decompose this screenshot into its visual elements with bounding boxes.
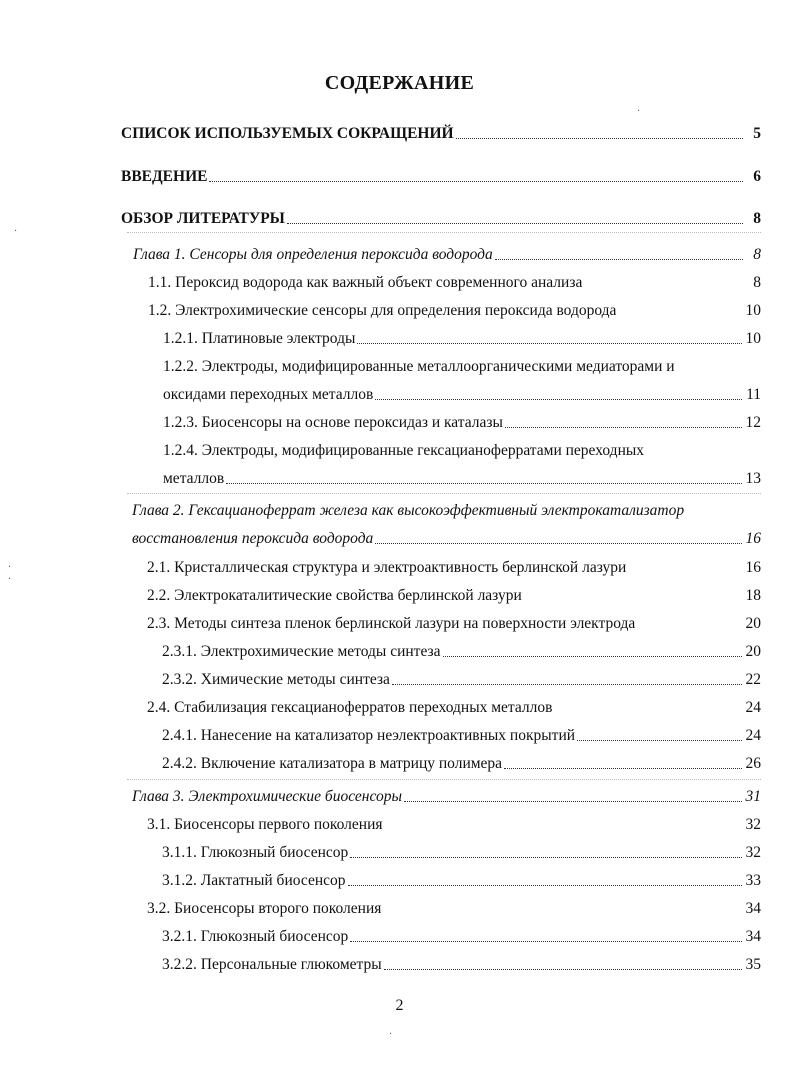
toc-entry-page: 16: [745, 559, 761, 576]
toc-entry-label: 1.2.1. Платиновые электроды: [163, 330, 356, 347]
dot-leader: [209, 181, 743, 182]
toc-entry-page: 20: [745, 615, 761, 632]
toc-entry-label: 2.2. Электрокаталитические свойства берлинской лазури: [147, 587, 522, 604]
toc-entry-label: Глава 1. Сенсоры для определения пероксида водорода: [133, 246, 493, 263]
toc-entry-chapter-3[interactable]: [132, 783, 761, 807]
toc-entry-page: 34: [745, 900, 761, 917]
toc-entry-page: 31: [745, 788, 761, 805]
toc-entry-label: 2.4.2. Включение катализатора в матрицу полимера: [162, 755, 503, 772]
toc-entry-1-2-3[interactable]: [163, 409, 761, 433]
dot-leader: [287, 223, 743, 224]
dot-leader: [375, 543, 741, 544]
toc-entry-label: восстановления пероксида водорода: [132, 530, 374, 547]
toc-entry-page: 34: [745, 928, 761, 945]
toc-entry-label: 2.1. Кристаллическая структура и электроактивность берлинской лазури: [147, 559, 627, 576]
toc-entry-3-2-1[interactable]: [162, 923, 761, 947]
toc-entry-3-1[interactable]: [147, 811, 761, 835]
toc-entry-label: 3.2.1. Глюкозный биосенсор: [162, 928, 349, 945]
toc-entry-label: 3.1.1. Глюкозный биосенсор: [162, 844, 349, 861]
dot-leader: [456, 138, 743, 139]
toc-entry-label: 1.2.3. Биосенсоры на основе пероксидаз и каталазы: [163, 414, 503, 431]
toc-entry-label: 1.1. Пероксид водорода как важный объект современного анализа: [148, 274, 583, 291]
toc-entry-3-2-2[interactable]: [162, 951, 761, 975]
toc-entry-label: 2.3.1. Электрохимические методы синтеза: [162, 643, 441, 660]
toc-entry-label: Глава 3. Электрохимические биосенсоры: [132, 788, 402, 805]
toc-entry-page: 8: [753, 246, 761, 263]
toc-entry-label: 2.3.2. Химические методы синтеза: [162, 671, 390, 688]
toc-entry-2-2[interactable]: [147, 582, 761, 606]
dot-leader: [350, 941, 741, 942]
dot-leader: [348, 885, 742, 886]
toc-entry-introduction[interactable]: [121, 163, 761, 187]
toc-entry-page: 26: [745, 755, 761, 772]
toc-entry-page: 8: [753, 274, 761, 291]
page-number: 2: [395, 997, 404, 1014]
toc-entry-page: 33: [745, 872, 761, 889]
dot-leader: [375, 399, 742, 400]
toc-entry-chapter-1[interactable]: [133, 241, 761, 265]
toc-entry-abbreviations[interactable]: [121, 120, 761, 144]
scan-speck: ·: [8, 562, 12, 573]
dot-leader: [392, 684, 742, 685]
toc-entry-page: 24: [745, 699, 761, 716]
toc-entry-literature-review[interactable]: [121, 205, 761, 229]
toc-entry-label: 3.2.2. Персональные глюкометры: [162, 956, 382, 973]
toc-entry-label: 3.1.2. Лактатный биосенсор: [162, 872, 346, 889]
toc-entry-3-2[interactable]: [147, 895, 761, 919]
toc-entry-label: оксидами переходных металлов: [163, 386, 374, 403]
toc-entry-label: СПИСОК ИСПОЛЬЗУЕМЫХ СОКРАЩЕНИЙ: [121, 125, 454, 142]
toc-entry-label: металлов: [163, 470, 225, 487]
toc-entry-1-2-1[interactable]: [163, 325, 761, 349]
dot-leader: [404, 801, 742, 802]
toc-entry-page: 10: [745, 302, 761, 319]
toc-entry-page: 16: [745, 530, 761, 547]
dot-leader: [505, 427, 742, 428]
toc-entry-page: 10: [745, 330, 761, 347]
toc-entry-2-1[interactable]: [147, 554, 761, 578]
scan-speck: ·: [14, 226, 18, 237]
toc-entry-2-4-1[interactable]: [162, 722, 761, 746]
toc-entry-label: Глава 2. Гексацианоферрат железа как высокоэффективный электрокатализатор: [132, 502, 685, 519]
page-title: СОДЕРЖАНИЕ: [324, 72, 475, 94]
toc-entry-label: 2.4. Стабилизация гексацианоферратов переходных металлов: [147, 699, 553, 716]
toc-entry-page: 11: [746, 386, 761, 403]
toc-entry-page: 6: [753, 168, 761, 185]
scan-speck: ·: [637, 106, 641, 117]
toc-entry-page: 24: [745, 727, 761, 744]
toc-entry-chapter-2-cont[interactable]: [132, 525, 761, 549]
toc-entry-page: 22: [745, 671, 761, 688]
scan-speck: ·: [389, 1029, 393, 1040]
toc-entry-2-4-2[interactable]: [162, 750, 761, 774]
toc-entry-label: 2.4.1. Нанесение на катализатор неэлектроактивных покрытий: [162, 727, 576, 744]
toc-entry-label: 1.2.4. Электроды, модифицированные гексацианоферратами переходных: [163, 442, 645, 459]
toc-entry-2-3[interactable]: [147, 610, 761, 634]
dot-leader: [226, 483, 741, 484]
toc-entry-chapter-2[interactable]: [132, 497, 761, 521]
separator: [127, 232, 761, 233]
toc-entry-label: ВВЕДЕНИЕ: [121, 168, 208, 185]
dot-leader: [357, 343, 741, 344]
separator: [127, 779, 761, 780]
toc-entry-label: 2.3. Методы синтеза пленок берлинской лазури на поверхности электрода: [147, 615, 636, 632]
dot-leader: [495, 259, 743, 260]
toc-entry-page: 35: [745, 956, 761, 973]
toc-entry-1-2-4-cont[interactable]: [163, 465, 761, 489]
separator: [127, 493, 761, 494]
scan-speck: ·: [8, 574, 12, 585]
toc-entry-page: 13: [745, 470, 761, 487]
toc-entry-label: 3.1. Биосенсоры первого поколения: [147, 816, 383, 833]
toc-entry-2-3-2[interactable]: [162, 666, 761, 690]
toc-entry-2-3-1[interactable]: [162, 638, 761, 662]
toc-entry-1-2[interactable]: [148, 297, 761, 321]
toc-entry-3-1-1[interactable]: [162, 839, 761, 863]
toc-entry-label: 1.2.2. Электроды, модифицированные металлоорганическими медиаторами и: [163, 358, 675, 375]
toc-entry-1-2-2-cont[interactable]: [163, 381, 761, 405]
dot-leader: [384, 969, 742, 970]
toc-entry-1-1[interactable]: [148, 269, 761, 293]
dot-leader: [350, 857, 741, 858]
toc-entry-3-1-2[interactable]: [162, 867, 761, 891]
toc-entry-2-4[interactable]: [147, 694, 761, 718]
toc-entry-1-2-4[interactable]: [163, 437, 761, 461]
dot-leader: [577, 740, 741, 741]
toc-entry-page: 5: [753, 125, 761, 142]
toc-entry-label: ОБЗОР ЛИТЕРАТУРЫ: [121, 210, 285, 227]
toc-entry-page: 32: [745, 816, 761, 833]
toc-entry-label: 1.2. Электрохимические сенсоры для определения пероксида водорода: [148, 302, 617, 319]
toc-entry-page: 8: [753, 210, 761, 227]
toc-entry-1-2-2[interactable]: [163, 353, 761, 377]
toc-entry-page: 20: [745, 643, 761, 660]
dot-leader: [443, 656, 742, 657]
toc-entry-label: 3.2. Биосенсоры второго поколения: [147, 900, 382, 917]
dot-leader: [504, 768, 741, 769]
toc-entry-page: 32: [745, 844, 761, 861]
toc-entry-page: 12: [745, 414, 761, 431]
toc-entry-page: 18: [745, 587, 761, 604]
